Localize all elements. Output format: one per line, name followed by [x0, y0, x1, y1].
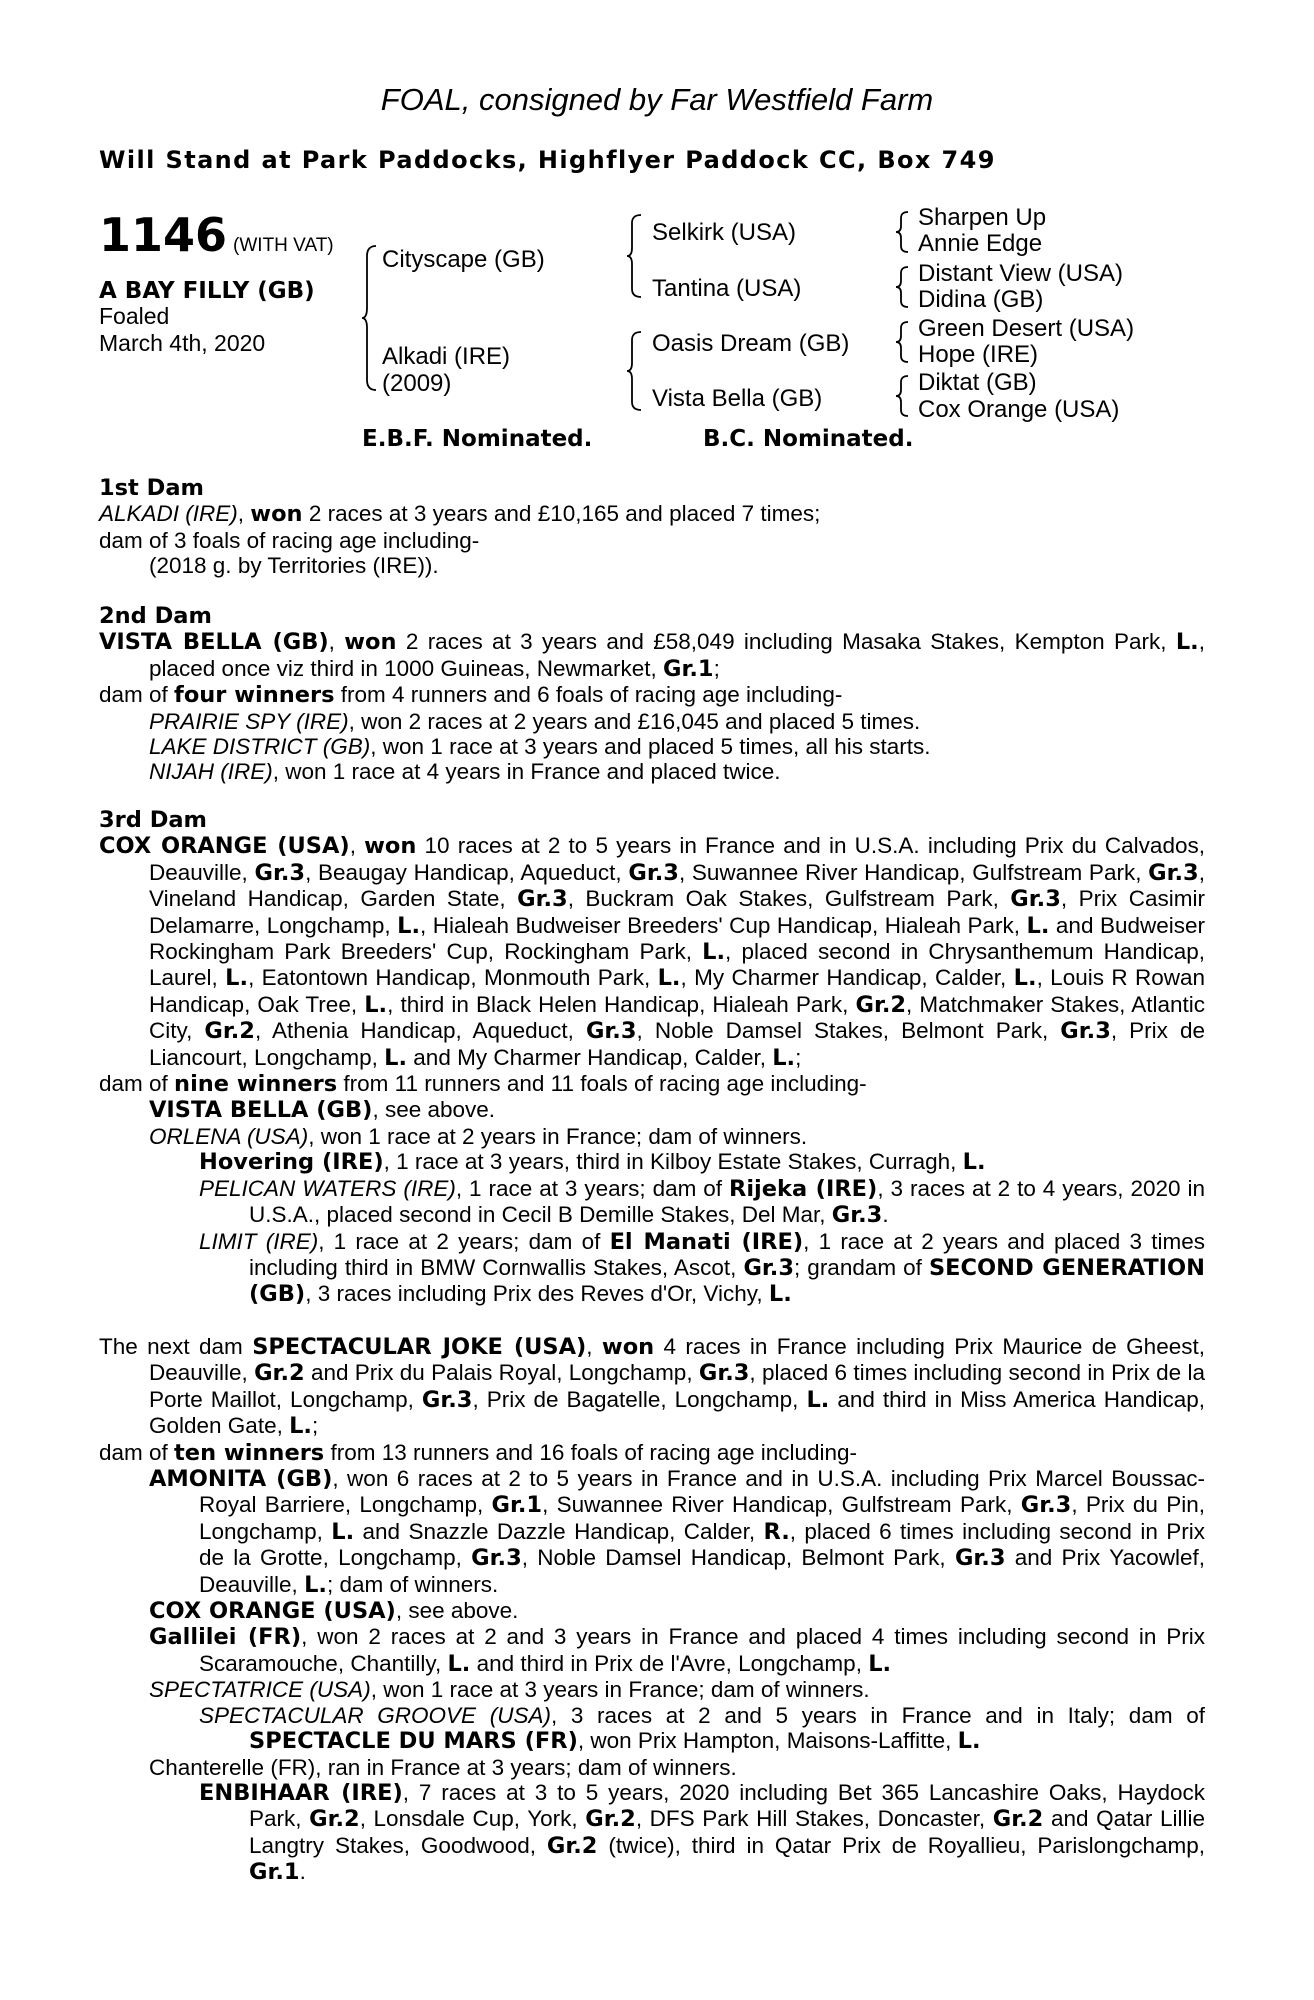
ped-gen3-3: Distant View (USA) [918, 260, 1123, 287]
pedigree-brace-dd [896, 374, 910, 418]
first-dam-heading: 1st Dam [99, 475, 204, 501]
produce-entry: LIMIT (IRE), 1 race at 2 years; dam of El Manati (IRE), 1 race at 2 years and placed 3 times including third in BMW Cornwallis Stakes, Ascot, Gr.3; grandam of SECOND GENERATION (GB), 3 races including Prix des Reves d'Or, Vichy, L. [199, 1228, 1206, 1308]
produce-entry: PRAIRIE SPY (IRE), won 2 races at 2 years and £16,045 and placed 5 times. [149, 708, 921, 734]
produce-entry: VISTA BELLA (GB), see above. [149, 1097, 496, 1124]
foaled-info [99, 303, 265, 357]
produce-entry: ORLENA (USA), won 1 race at 2 years in France; dam of winners. [149, 1123, 808, 1149]
ped-gen3-5: Green Desert (USA) [918, 315, 1135, 342]
ebf-nominated: E.B.F. Nominated. [362, 426, 593, 452]
third-dam-record: COX ORANGE (USA), won 10 races at 2 to 5 years in France and in U.S.A. including Prix du Calvados, Deauville, Gr.3, Beaugay Handicap, Aqueduct, Gr.3, Suwannee River Handicap, Gulfstream Park, Gr.3, Vineland Handicap, Garden State, Gr.3, Buckram Oak Stakes, Gulfstream Park, Gr.3, Prix Casimir Delamarre, Longchamp, L., Hialeah Budweiser Breeders' Cup Handicap, Hialeah Park, L. and Budweiser Rockingham Park Breeders' Cup, Rockingham Park, L., placed second in Chrysanthemum Handicap, Laurel, L., Eatontown Handicap, Monmouth Park, L., My Charmer Handicap, Calder, L., Louis R Rowan Handicap, Oak Tree, L., third in Black Helen Handicap, Hialeah Park, Gr.2, Matchmaker Stakes, Atlantic City, Gr.2, Athenia Handicap, Aqueduct, Gr.3, Noble Damsel Stakes, Belmont Park, Gr.3, Prix de Liancourt, Longchamp, L. and My Charmer Handicap, Calder, L.; [99, 833, 1206, 1071]
dam-name: Alkadi (IRE) [382, 343, 511, 370]
dam-sire: Oasis Dream (GB) [652, 330, 850, 357]
third-dam-name: COX ORANGE (USA) [99, 833, 350, 860]
produce-entry: Hovering (IRE), 1 race at 3 years, third in Kilboy Estate Stakes, Curragh, L. [199, 1149, 986, 1176]
second-dam-name: VISTA BELLA (GB) [99, 629, 329, 656]
pedigree-brace-sire [627, 213, 643, 299]
sire-sire: Selkirk (USA) [652, 219, 797, 246]
produce-entry: Chanterelle (FR), ran in France at 3 years; dam of winners. [149, 1754, 737, 1780]
next-dam-produce: dam of ten winners from 13 runners and 16 foals of racing age including- [99, 1439, 858, 1466]
vat-note: (WITH VAT) [233, 235, 334, 256]
bc-nominated: B.C. Nominated. [703, 426, 914, 452]
next-dam-name: SPECTACULAR JOKE (USA) [252, 1334, 587, 1360]
horse-title: A BAY FILLY (GB) [99, 278, 315, 304]
second-dam-produce: dam of four winners from 4 runners and 6 foals of racing age including- [99, 682, 843, 709]
pedigree-brace-ds [896, 320, 910, 364]
sire-dam: Tantina (USA) [652, 275, 802, 302]
stand-location: Will Stand at Park Paddocks, Highflyer Paddock CC, Box 749 [99, 146, 996, 174]
ped-gen3-2: Annie Edge [918, 230, 1043, 257]
produce-entry: Gallilei (FR), won 2 races at 2 and 3 years in France and placed 4 times including second in Prix Scaramouche, Chantilly, L. and third in Prix de l'Avre, Longchamp, L. [149, 1624, 1205, 1677]
ped-gen3-1: Sharpen Up [918, 204, 1047, 231]
dam-year: (2009) [382, 370, 452, 397]
sire-name: Cityscape (GB) [382, 246, 545, 273]
produce-entry: AMONITA (GB), won 6 races at 2 to 5 years in France and in U.S.A. including Prix Marcel Boussac-Royal Barriere, Longchamp, Gr.1, Suwannee River Handicap, Gulfstream Park, Gr.3, Prix du Pin, Longchamp, L. and Snazzle Dazzle Handicap, Calder, R., placed 6 times including second in Prix de la Grotte, Longchamp, Gr.3, Noble Damsel Handicap, Belmont Park, Gr.3 and Prix Yacowlef, Deauville, L.; dam of winners. [149, 1466, 1206, 1598]
first-dam-record: ALKADI (IRE), won 2 races at 3 years and £10,165 and placed 7 times; [99, 501, 821, 528]
lot-number: 1146 [99, 208, 228, 262]
produce-entry: COX ORANGE (USA), see above. [149, 1598, 519, 1625]
first-dam-produce: dam of 3 foals of racing age including- [99, 527, 480, 553]
ped-gen3-6: Hope (IRE) [918, 341, 1039, 368]
produce-entry: ENBIHAAR (IRE), 7 races at 3 to 5 years, 2020 including Bet 365 Lancashire Oaks, Haydock Park, Gr.2, Lonsdale Cup, York, Gr.2, DFS Park Hill Stakes, Doncaster, Gr.2 and Qatar Lillie Langtry Stakes, Goodwood, Gr.2 (twice), third in Qatar Prix de Royallieu, Parislongchamp, Gr.1. [199, 1779, 1205, 1886]
produce-entry: PELICAN WATERS (IRE), 1 race at 3 years; dam of Rijeka (IRE), 3 races at 2 to 4 years, 2020 in U.S.A., placed second in Cecil B Demille Stakes, Del Mar, Gr.3. [199, 1175, 1205, 1229]
ped-gen3-4: Didina (GB) [918, 286, 1044, 313]
second-dam-heading: 2nd Dam [99, 603, 212, 629]
second-dam-section [99, 604, 1205, 785]
produce-entry: SPECTATRICE (USA), won 1 race at 3 years in France; dam of winners. [149, 1677, 870, 1703]
dam-dam: Vista Bella (GB) [652, 385, 823, 412]
first-dam-foal: (2018 g. by Territories (IRE)). [149, 553, 439, 579]
third-dam-heading: 3rd Dam [99, 807, 207, 833]
second-dam-record: VISTA BELLA (GB), won 2 races at 3 years and £58,049 including Masaka Stakes, Kempton Park, L., placed once viz third in 1000 Guineas, Newmarket, Gr.1; [99, 629, 1205, 682]
produce-entry: LAKE DISTRICT (GB), won 1 race at 3 years and placed 5 times, all his starts. [149, 734, 931, 760]
foaled-label: Foaled [99, 303, 170, 329]
lot-heading [99, 208, 334, 262]
third-dam-produce: dam of nine winners from 11 runners and 11 foals of racing age including- [99, 1071, 867, 1098]
pedigree-brace-ss [896, 210, 910, 254]
next-dam-section [99, 1334, 1205, 1886]
pedigree-brace-sd [896, 265, 910, 309]
pedigree-brace-dam [627, 330, 643, 412]
consignment-line: FOAL, consigned by Far Westfield Farm [380, 82, 934, 117]
produce-entry: NIJAH (IRE), won 1 race at 4 years in France and placed twice. [149, 759, 781, 785]
ped-gen3-8: Cox Orange (USA) [918, 396, 1120, 423]
first-dam-section [99, 476, 1205, 579]
next-dam-record: The next dam SPECTACULAR JOKE (USA), won 4 races in France including Prix Maurice de Gheest, Deauville, Gr.2 and Prix du Palais Royal, Longchamp, Gr.3, placed 6 times including second in Prix de la Porte Maillot, Longchamp, Gr.3, Prix de Bagatelle, Longchamp, L. and third in Miss America Handicap, Golden Gate, L.; [99, 1334, 1206, 1440]
pedigree-brace-main [362, 244, 378, 392]
ped-gen3-7: Diktat (GB) [918, 369, 1037, 396]
foaled-date: March 4th, 2020 [99, 330, 266, 356]
third-dam-section [99, 808, 1205, 1308]
first-dam-name: ALKADI (IRE) [99, 501, 238, 527]
produce-entry: SPECTACULAR GROOVE (USA), 3 races at 2 and 5 years in France and in Italy; dam of SPECTACLE DU MARS (FR), won Prix Hampton, Maisons-Laffitte, L. [199, 1702, 1206, 1755]
